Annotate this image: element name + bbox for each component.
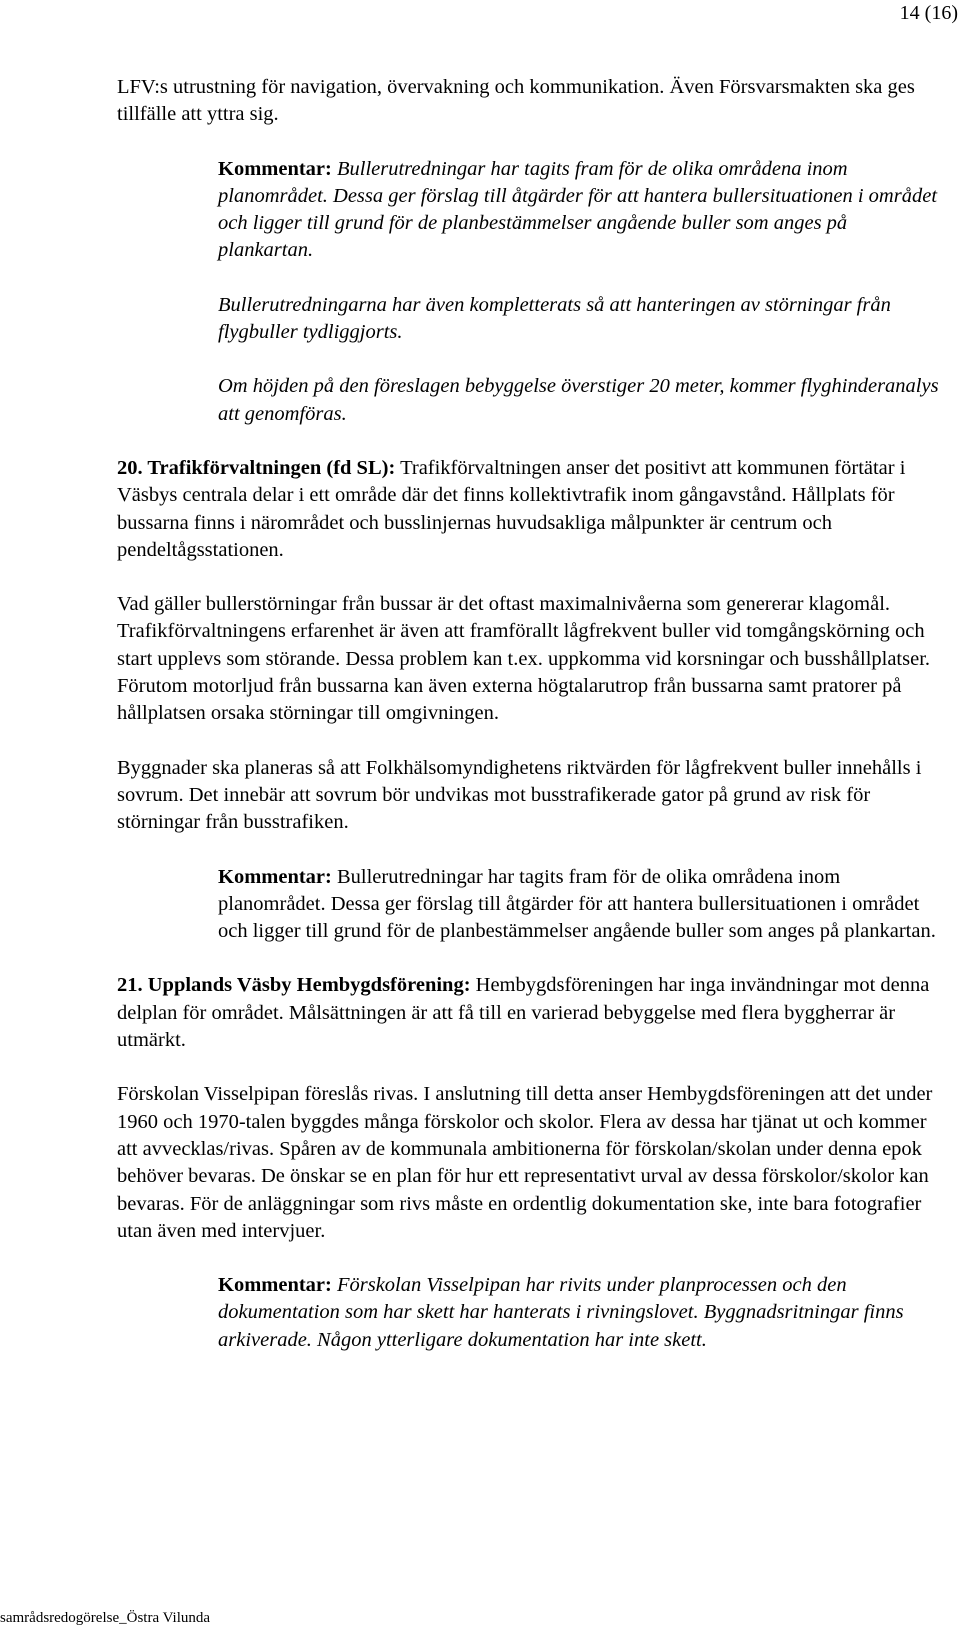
comment-paragraph: Om höjden på den föreslagen bebyggelse överstiger 20 meter, kommer flyghinderanalys att genomföras. xyxy=(218,375,939,425)
comment-paragraph xyxy=(218,864,947,946)
section-21-paragraph xyxy=(117,972,947,1054)
section-21-heading: 21. Upplands Väsby Hembygdsförening: xyxy=(117,974,471,997)
comment-paragraph xyxy=(218,1272,947,1354)
comment-keyword: Kommentar: xyxy=(218,1274,332,1297)
comment-text: Bullerutredningar har tagits fram för de olika områdena inom planområdet. Dessa ger förslag till åtgärder för att hantera bullersituationen i området och ligger till grund för de planbestämmelser angående buller som anges på plankartan. xyxy=(218,157,938,262)
section-20-paragraph xyxy=(117,455,947,564)
page-number: 14 (16) xyxy=(899,2,958,24)
intro-paragraph: LFV:s utrustning för navigation, övervakning och kommunikation. Även Försvarsmakten ska ges tillfälle att yttra sig. xyxy=(117,76,915,126)
comment-paragraph xyxy=(218,156,947,265)
section-20-paragraph-2: Vad gäller bullerstörningar från bussar är det oftast maximalnivåerna som genererar klagomål. Trafikförvaltningens erfarenhet är även att framförallt lågfrekvent buller vid tomgångskörning och start upplevs som störande. Dessa problem kan t.ex. uppkomma vid korsningar och busshållplatser. Förutom motorljud från bussarna kan även externa högtalarutrop från bussarna samt pratorer på hållplatsen orsaka störningar till omgivningen. xyxy=(117,593,931,725)
comment-text: Förskolan Visselpipan har rivits under planprocessen och den dokumentation som har skett har hanterats i rivningslovet. Byggnadsritningar finns arkiverade. Någon ytterligare dokumentation har inte skett. xyxy=(218,1274,904,1351)
section-20-heading: 20. Trafikförvaltningen (fd SL): xyxy=(117,456,396,479)
comment-keyword: Kommentar: xyxy=(218,865,332,888)
section-21-text: Hembygdsföreningen har inga invändningar mot denna delplan för området. Målsättningen är att få till en varierad bebyggelse med flera byggherrar är utmärkt. xyxy=(117,974,930,1052)
footer-filename: samrådsredogörelse_Östra Vilunda xyxy=(0,1610,211,1626)
section-21-paragraph-2: Förskolan Visselpipan föreslås rivas. I anslutning till detta anser Hembygdsföreningen att det under 1960 och 1970-talen byggdes många förskolor och skolor. Flera av dessa har tjänat ut och kommer att avvecklas/rivas. Spåren av de kommunala ambitionerna för förskolan/skolan under denna epok behöver bevaras. De önskar se en plan för hur ett representativt urval av dessa förskolor/skolor kan bevaras. För de anläggningar som rivs måste en ordentlig dokumentation ske, inte bara fotografier utan även med intervjuer. xyxy=(117,1083,933,1242)
comment-paragraph: Bullerutredningarna har även kompletterats så att hanteringen av störningar från flygbuller tydliggjorts. xyxy=(218,293,891,344)
section-20-text: Trafikförvaltningen anser det positivt att kommunen förtätar i Väsbys centrala delar i ett område där det finns kollektivtrafik inom gångavstånd. Hållplats för bussarna finns i närområdet och busslinjernas huvudsakliga målpunkter är centrum och pendeltågsstationen. xyxy=(117,456,906,561)
document-body xyxy=(117,74,947,1354)
comment-block-3 xyxy=(117,1272,947,1354)
comment-block-1 xyxy=(117,156,947,428)
comment-keyword: Kommentar: xyxy=(218,157,332,180)
section-20-paragraph-3: Byggnader ska planeras så att Folkhälsomyndighetens riktvärden för lågfrekvent buller innehålls i sovrum. Det innebär att sovrum bör undvikas mot busstrafikerade gator på grund av risk för störningar från busstrafiken. xyxy=(117,756,922,834)
comment-text: Bullerutredningar har tagits fram för de olika områdena inom planområdet. Dessa ger förslag till åtgärder för att hantera bullersituationen i området och ligger till grund för de planbestämmelser angående buller som anges på plankartan. xyxy=(218,865,936,943)
comment-block-2 xyxy=(117,864,947,946)
